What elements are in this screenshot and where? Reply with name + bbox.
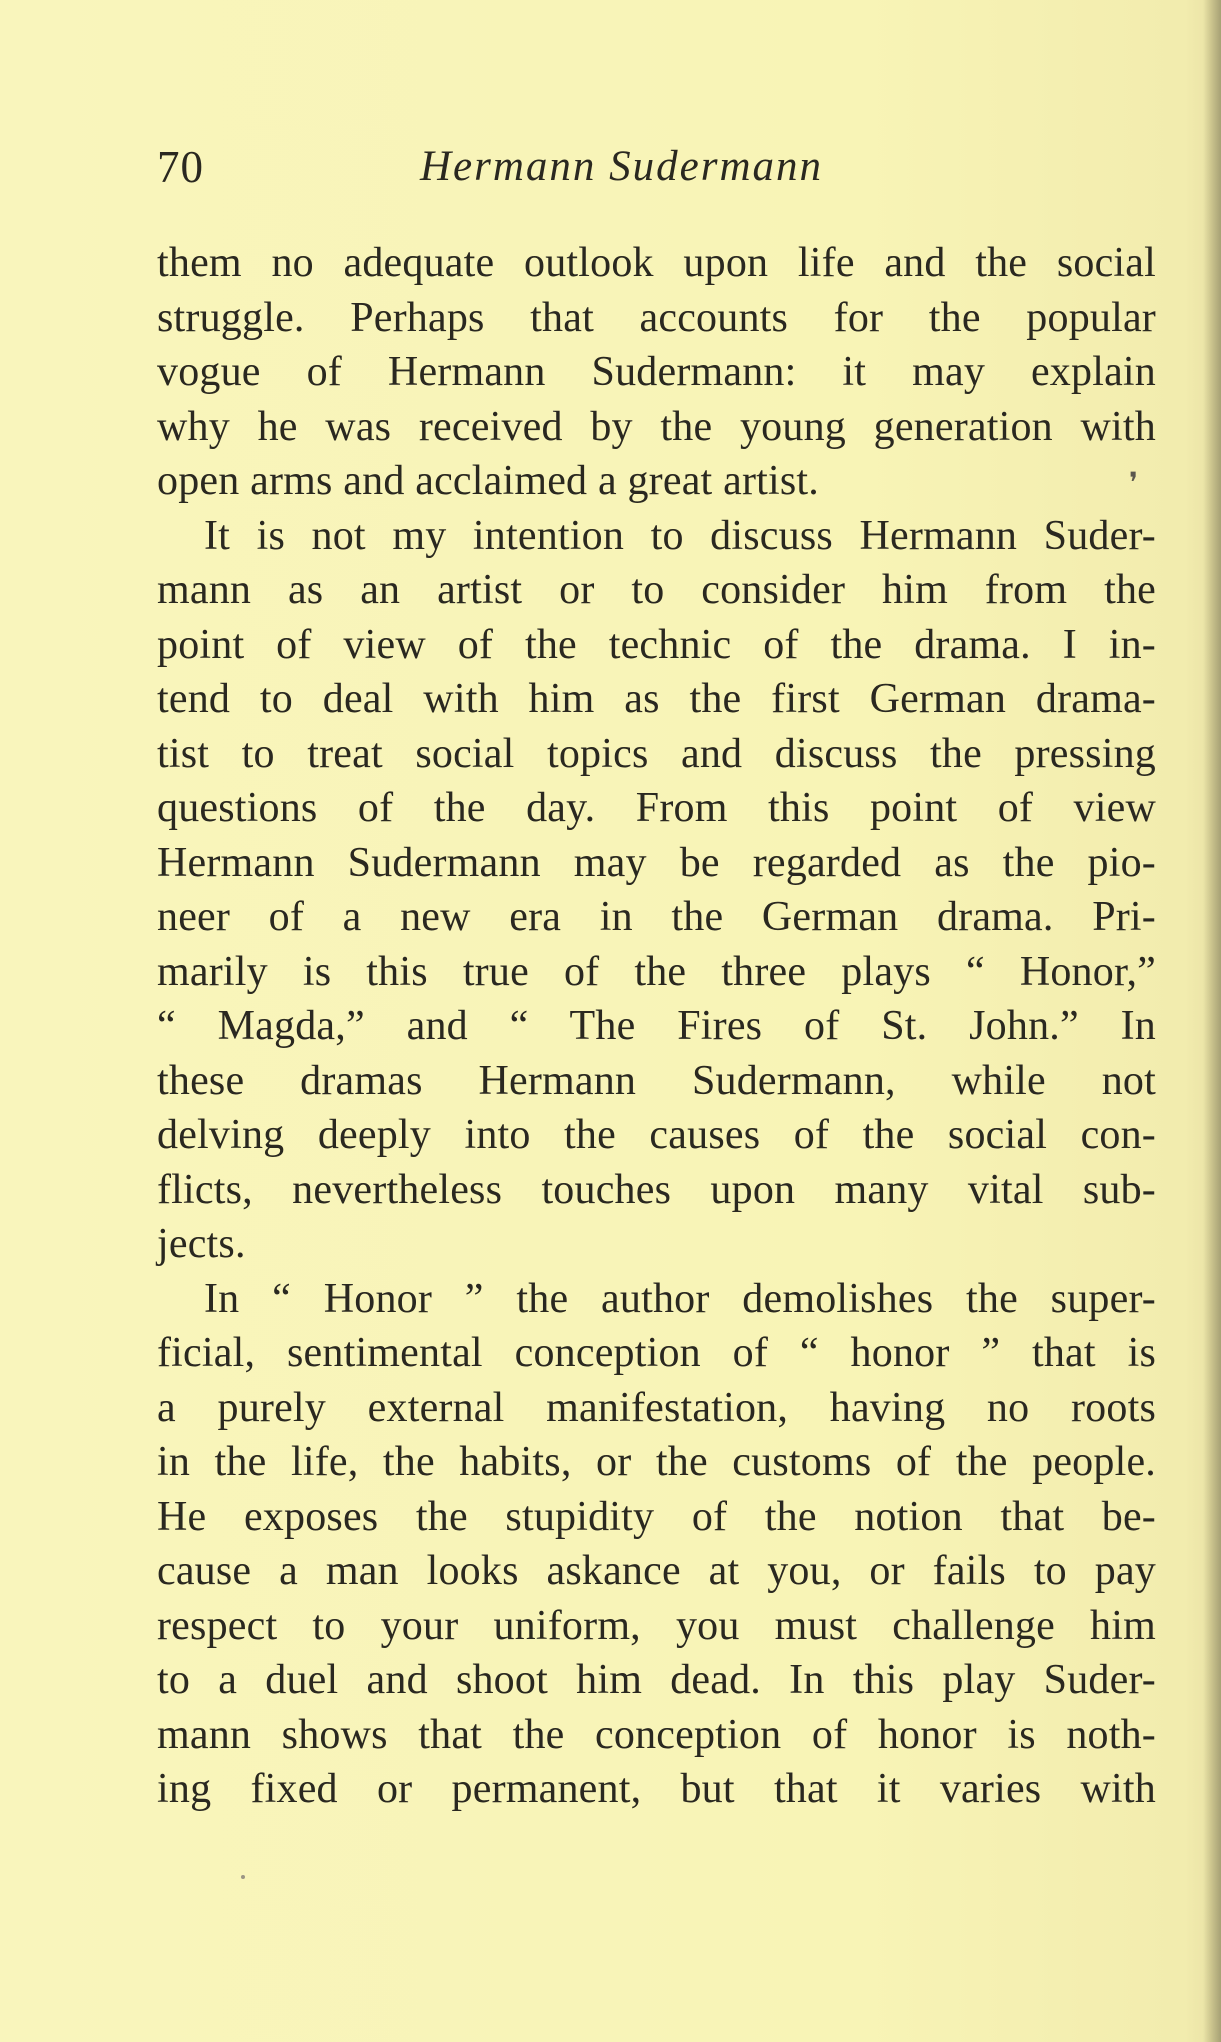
text-line: neer of a new era in the German drama. Pri- <box>157 894 1156 940</box>
text-line: why he was received by the young generation with <box>157 403 1156 450</box>
running-title: Hermann Sudermann <box>420 143 824 190</box>
page-header <box>157 137 1157 197</box>
text-line: ficial, sentimental conception of “ honor ” that is <box>157 1330 1156 1376</box>
text-line: tend to deal with him as the first German drama- <box>157 676 1156 722</box>
text-line: flicts, nevertheless touches upon many vital sub- <box>157 1166 1156 1213</box>
text-line: “ Magda,” and “ The Fires of St. John.” In <box>157 1003 1156 1049</box>
text-line: these dramas Hermann Sudermann, while not <box>157 1057 1156 1104</box>
text-line: jects. <box>157 1221 246 1267</box>
text-line: point of view of the technic of the drama. I in- <box>157 621 1156 668</box>
text-line: in the life, the habits, or the customs of the people. <box>157 1439 1156 1485</box>
text-line: mann shows that the conception of honor is noth- <box>157 1711 1156 1758</box>
page-edge-shadow <box>1203 0 1221 2042</box>
text-line: a purely external manifestation, having no roots <box>157 1384 1156 1431</box>
text-line: to a duel and shoot him dead. In this play Suder- <box>157 1657 1156 1703</box>
text-line: open arms and acclaimed a great artist. <box>157 458 819 504</box>
text-line: respect to your uniform, you must challenge him <box>157 1602 1156 1649</box>
text-line: delving deeply into the causes of the social con- <box>157 1112 1156 1158</box>
text-line: He exposes the stupidity of the notion that be- <box>157 1493 1156 1540</box>
text-line: tist to treat social topics and discuss the pressing <box>157 730 1156 777</box>
text-line: mann as an artist or to consider him from the <box>157 567 1156 613</box>
text-line: marily is this true of the three plays “ Honor,” <box>157 948 1156 995</box>
text-line: cause a man looks askance at you, or fails to pay <box>157 1548 1156 1594</box>
text-line: vogue of Hermann Sudermann: it may explain <box>157 349 1156 395</box>
text-line: ing fixed or permanent, but that it varies with <box>157 1766 1156 1812</box>
ink-dot <box>241 1875 245 1879</box>
ink-speck: ❜ <box>1129 468 1139 499</box>
text-line: struggle. Perhaps that accounts for the popular <box>157 294 1156 341</box>
text-line: questions of the day. From this point of view <box>157 785 1156 831</box>
text-line: In “ Honor ” the author demolishes the super- <box>204 1275 1156 1322</box>
text-line: them no adequate outlook upon life and the social <box>157 240 1156 286</box>
page-number: 70 <box>157 142 204 192</box>
text-line: It is not my intention to discuss Hermann Suder- <box>204 512 1156 559</box>
body-text <box>157 236 1156 1817</box>
text-line: Hermann Sudermann may be regarded as the pio- <box>157 839 1156 886</box>
